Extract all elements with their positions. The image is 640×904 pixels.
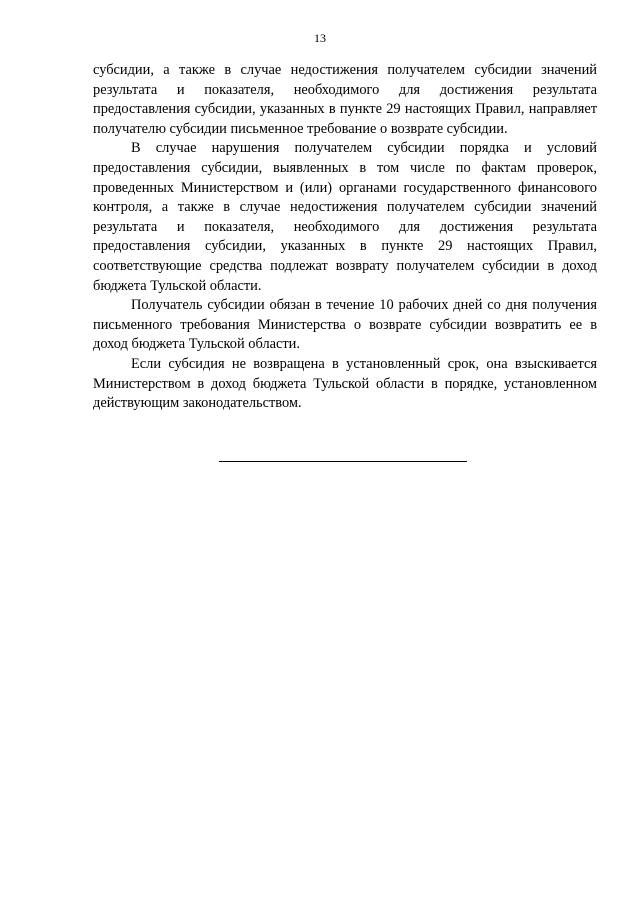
paragraph-recovery: Если субсидия не возвращена в установленный срок, она взыскивается Министерством в доход бюджета Тульской области в порядке, установленном действующим законодательством. xyxy=(93,355,597,412)
paragraph-violation-refund: В случае нарушения получателем субсидии порядка и условий предоставления субсидии, выявленных в том числе по фактам проверок, проведенных Министерством и (или) органами государственного финансового контроля, а также в случае недостижения получателем субсидии значений результата и показателя, необходимого для достижения результата предоставления субсидии, указанных в пункте 29 настоящих Правил, соответствующие средства подлежат возврату получателем субсидии в доход бюджета Тульской области. xyxy=(93,140,597,294)
end-separator-line xyxy=(219,461,467,462)
document-body xyxy=(93,61,597,414)
paragraph-refund-deadline: Получатель субсидии обязан в течение 10 рабочих дней со дня получения письменного требования Министерства о возврате субсидии возвратить ее в доход бюджета Тульской области. xyxy=(93,297,597,353)
page-number: 13 xyxy=(314,31,326,45)
paragraph-continuation: субсидии, а также в случае недостижения получателем субсидии значений результата и показателя, необходимого для достижения результата предоставления субсидии, указанных в пункте 29 настоящих Правил, направляет получателю субсидии письменное требование о возврате субсидии. xyxy=(93,62,597,137)
